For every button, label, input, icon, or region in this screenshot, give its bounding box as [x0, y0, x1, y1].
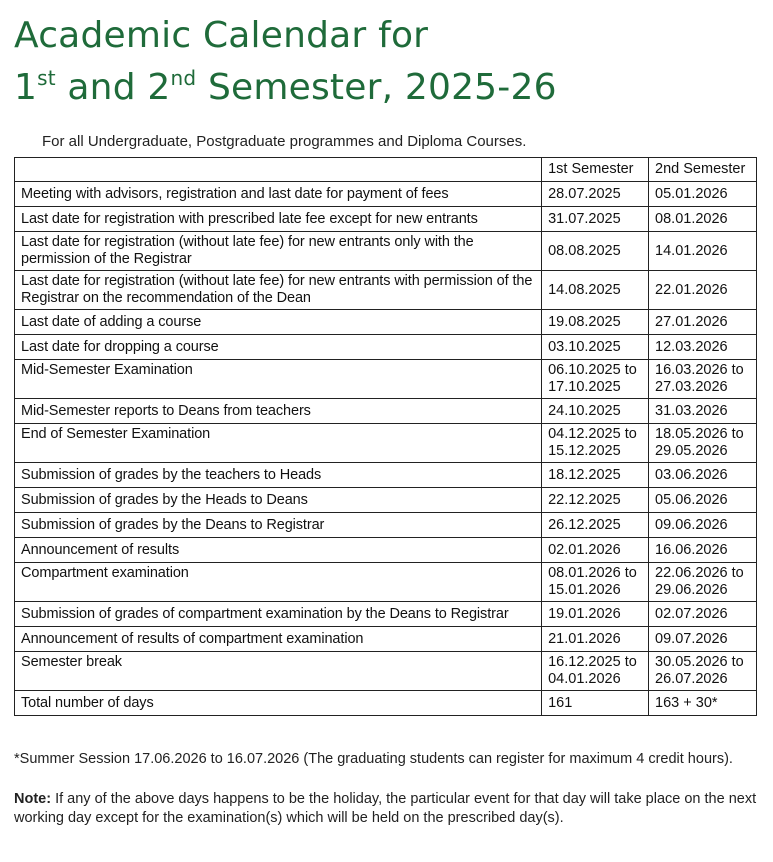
footnote: *Summer Session 17.06.2026 to 16.07.2026 (The graduating students can register for maximum 4 credit hours).	[14, 751, 733, 767]
sem1-date-cell: 08.01.2026 to 15.01.2026	[542, 563, 649, 602]
event-cell: Announcement of results of compartment examination	[15, 627, 542, 652]
sem1-date-cell: 161	[542, 691, 649, 716]
table-row	[15, 563, 757, 602]
table-row	[15, 538, 757, 563]
sem2-date-cell: 31.03.2026	[649, 399, 757, 424]
sem1-date-cell: 26.12.2025	[542, 513, 649, 538]
event-cell: Total number of days	[15, 691, 542, 716]
event-cell: Meeting with advisors, registration and last date for payment of fees	[15, 182, 542, 207]
note	[14, 790, 764, 828]
sem1-date-cell: 04.12.2025 to 15.12.2025	[542, 424, 649, 463]
sem1-date-cell: 16.12.2025 to 04.01.2026	[542, 652, 649, 691]
table-row	[15, 335, 757, 360]
sem2-date-cell: 02.07.2026	[649, 602, 757, 627]
sem1-date-cell: 28.07.2025	[542, 182, 649, 207]
sem1-date-cell: 19.08.2025	[542, 310, 649, 335]
sem2-date-cell: 22.01.2026	[649, 271, 757, 310]
event-cell: Compartment examination	[15, 563, 542, 602]
sem1-date-cell: 22.12.2025	[542, 488, 649, 513]
event-cell: Last date for registration with prescribed late fee except for new entrants	[15, 207, 542, 232]
sem2-date-cell: 03.06.2026	[649, 463, 757, 488]
sem2-date-cell: 05.01.2026	[649, 182, 757, 207]
note-label: Note:	[14, 791, 52, 807]
title-line-1: Academic Calendar for	[14, 15, 429, 56]
table-row	[15, 652, 757, 691]
event-cell: Submission of grades of compartment examination by the Deans to Registrar	[15, 602, 542, 627]
sem1-date-cell: 06.10.2025 to 17.10.2025	[542, 360, 649, 399]
table-row	[15, 207, 757, 232]
event-cell: End of Semester Examination	[15, 424, 542, 463]
header-event	[15, 158, 542, 182]
table-row	[15, 360, 757, 399]
table-row	[15, 513, 757, 538]
note-text: If any of the above days happens to be the holiday, the particular event for that day will take place on the next working day except for the examination(s) which will be held on the prescribed day(s).	[14, 791, 757, 826]
page-title	[14, 10, 557, 114]
table-row	[15, 399, 757, 424]
table-row	[15, 691, 757, 716]
event-cell: Mid-Semester reports to Deans from teachers	[15, 399, 542, 424]
sem2-date-cell: 27.01.2026	[649, 310, 757, 335]
sem2-date-cell: 08.01.2026	[649, 207, 757, 232]
event-cell: Mid-Semester Examination	[15, 360, 542, 399]
sem2-date-cell: 30.05.2026 to 26.07.2026	[649, 652, 757, 691]
sem2-date-cell: 05.06.2026	[649, 488, 757, 513]
sem1-date-cell: 02.01.2026	[542, 538, 649, 563]
sem2-date-cell: 16.06.2026	[649, 538, 757, 563]
sem2-date-cell: 09.06.2026	[649, 513, 757, 538]
table-row	[15, 602, 757, 627]
subtitle: For all Undergraduate, Postgraduate programmes and Diploma Courses.	[42, 133, 527, 150]
table-row	[15, 310, 757, 335]
sem2-date-cell: 16.03.2026 to 27.03.2026	[649, 360, 757, 399]
sem2-date-cell: 18.05.2026 to 29.05.2026	[649, 424, 757, 463]
event-cell: Submission of grades by the Heads to Deans	[15, 488, 542, 513]
sem1-date-cell: 03.10.2025	[542, 335, 649, 360]
event-cell: Submission of grades by the Deans to Registrar	[15, 513, 542, 538]
title-line-2: 1st and 2nd Semester, 2025-26	[14, 66, 557, 108]
sem1-date-cell: 21.01.2026	[542, 627, 649, 652]
sem2-date-cell: 12.03.2026	[649, 335, 757, 360]
table-row	[15, 232, 757, 271]
calendar-table	[14, 157, 757, 716]
sem1-date-cell: 08.08.2025	[542, 232, 649, 271]
event-cell: Submission of grades by the teachers to Heads	[15, 463, 542, 488]
sem2-date-cell: 09.07.2026	[649, 627, 757, 652]
sem2-date-cell: 163 + 30*	[649, 691, 757, 716]
sem1-date-cell: 24.10.2025	[542, 399, 649, 424]
sem1-date-cell: 18.12.2025	[542, 463, 649, 488]
event-cell: Last date for registration (without late fee) for new entrants only with the permission of the Registrar	[15, 232, 542, 271]
sem1-date-cell: 14.08.2025	[542, 271, 649, 310]
header-sem2: 2nd Semester	[649, 158, 757, 182]
sem1-date-cell: 19.01.2026	[542, 602, 649, 627]
event-cell: Last date of adding a course	[15, 310, 542, 335]
table-header-row	[15, 158, 757, 182]
event-cell: Last date for registration (without late fee) for new entrants with permission of the Registrar on the recommendation of the Dean	[15, 271, 542, 310]
table-row	[15, 488, 757, 513]
table-row	[15, 627, 757, 652]
table-row	[15, 182, 757, 207]
table-row	[15, 271, 757, 310]
table-row	[15, 424, 757, 463]
sem2-date-cell: 14.01.2026	[649, 232, 757, 271]
event-cell: Semester break	[15, 652, 542, 691]
table-row	[15, 463, 757, 488]
sem2-date-cell: 22.06.2026 to 29.06.2026	[649, 563, 757, 602]
event-cell: Announcement of results	[15, 538, 542, 563]
header-sem1: 1st Semester	[542, 158, 649, 182]
sem1-date-cell: 31.07.2025	[542, 207, 649, 232]
event-cell: Last date for dropping a course	[15, 335, 542, 360]
